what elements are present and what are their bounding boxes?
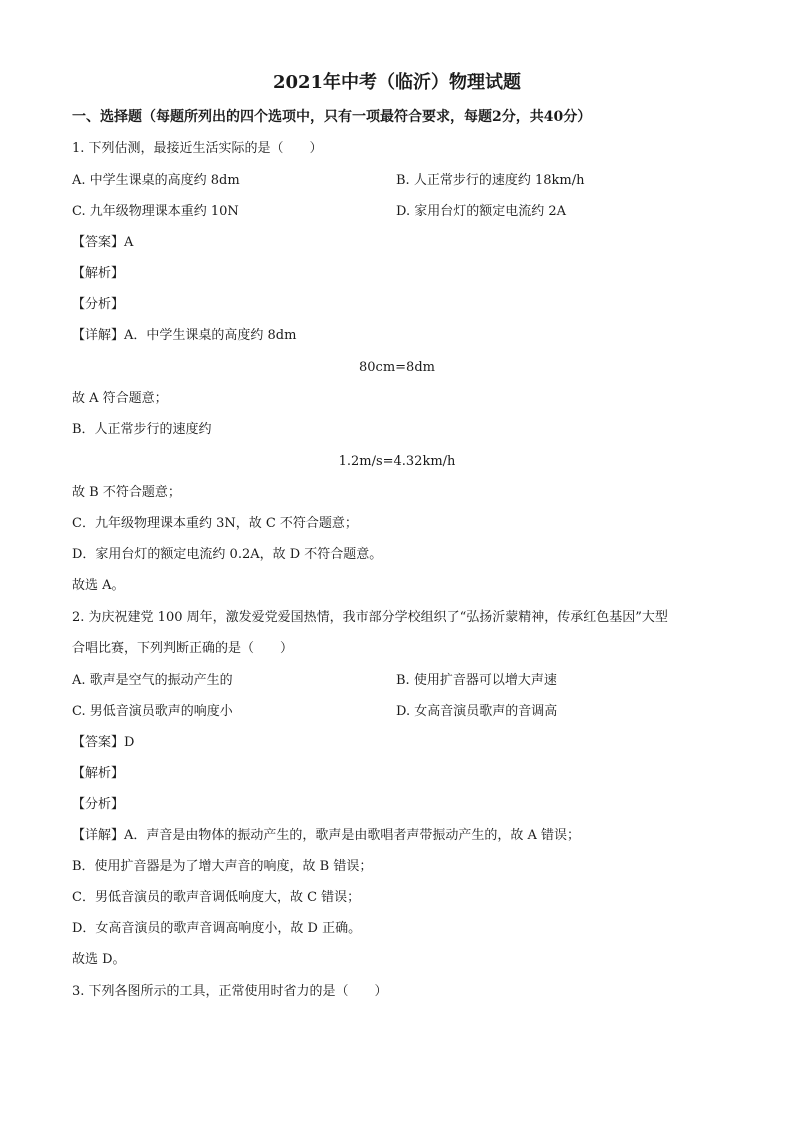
q2-option-b: B. 使用扩音器可以增大声速 [396,673,557,688]
q1-detail-c: C．九年级物理课本重约 3N，故 C 不符合题意； [72,516,358,531]
q1-option-c: C. 九年级物理课本重约 10N [72,204,239,219]
q2-detail-c: C．男低音演员的歌声音调低响度大，故 C 错误； [72,890,361,905]
q1-detail-a: 【详解】A．中学生课桌的高度约 8dm [72,328,297,343]
q3-stem: 3. 下列各图所示的工具，正常使用时省力的是（ ） [72,984,388,999]
q2-detail-b: B．使用扩音器是为了增大声音的响度，故 B 错误； [72,859,373,874]
q2-option-a: A. 歌声是空气的振动产生的 [72,673,233,688]
page-title: 2021年中考（临沂）物理试题 [272,72,522,93]
q1-option-b: B. 人正常步行的速度约 18km/h [396,173,585,188]
q2-answer: 【答案】D [72,735,135,750]
q1-detail-d: D．家用台灯的额定电流约 0.2A，故 D 不符合题意。 [72,547,383,562]
q1-fenxi-label: 【分析】 [72,297,125,312]
q1-detail-b: B．人正常步行的速度约 [72,422,212,437]
q2-detail-a: 【详解】A．声音是由物体的振动产生的，歌声是由歌唱者声带振动产生的，故 A 错误； [72,828,581,843]
q1-stem: 1. 下列估测，最接近生活实际的是（ ） [72,141,323,156]
section-heading: 一、选择题（每题所列出的四个选项中，只有一项最符合要求，每题2分，共40分） [72,109,592,125]
q2-stem-line1: 2. 为庆祝建党 100 周年，激发爱党爱国热情，我市部分学校组织了“弘扬沂蒙精神，传承红色基因”大型 [72,610,668,625]
q1-option-a: A. 中学生课桌的高度约 8dm [72,173,240,188]
q1-choice: 故选 A。 [72,578,125,593]
q1-option-d: D. 家用台灯的额定电流约 2A [396,204,567,219]
q2-detail-d: D．女高音演员的歌声音调高响度小，故 D 正确。 [72,921,362,936]
q2-option-d: D. 女高音演员歌声的音调高 [396,704,558,719]
q1-conclusion-a: 故 A 符合题意； [72,391,168,406]
q1-conclusion-b: 故 B 不符合题意； [72,485,181,500]
q2-stem-line2: 合唱比赛，下列判断正确的是（ ） [72,641,294,656]
q1-jiexi-label: 【解析】 [72,266,125,281]
q2-fenxi-label: 【分析】 [72,797,125,812]
q2-choice: 故选 D。 [72,952,126,967]
q2-jiexi-label: 【解析】 [72,766,125,781]
q1-formula-b: 1.2m/s=4.32km/h [338,454,456,469]
q2-option-c: C. 男低音演员歌声的响度小 [72,704,233,719]
q1-formula-a: 80cm=8dm [359,360,435,375]
q1-answer: 【答案】A [72,235,134,250]
